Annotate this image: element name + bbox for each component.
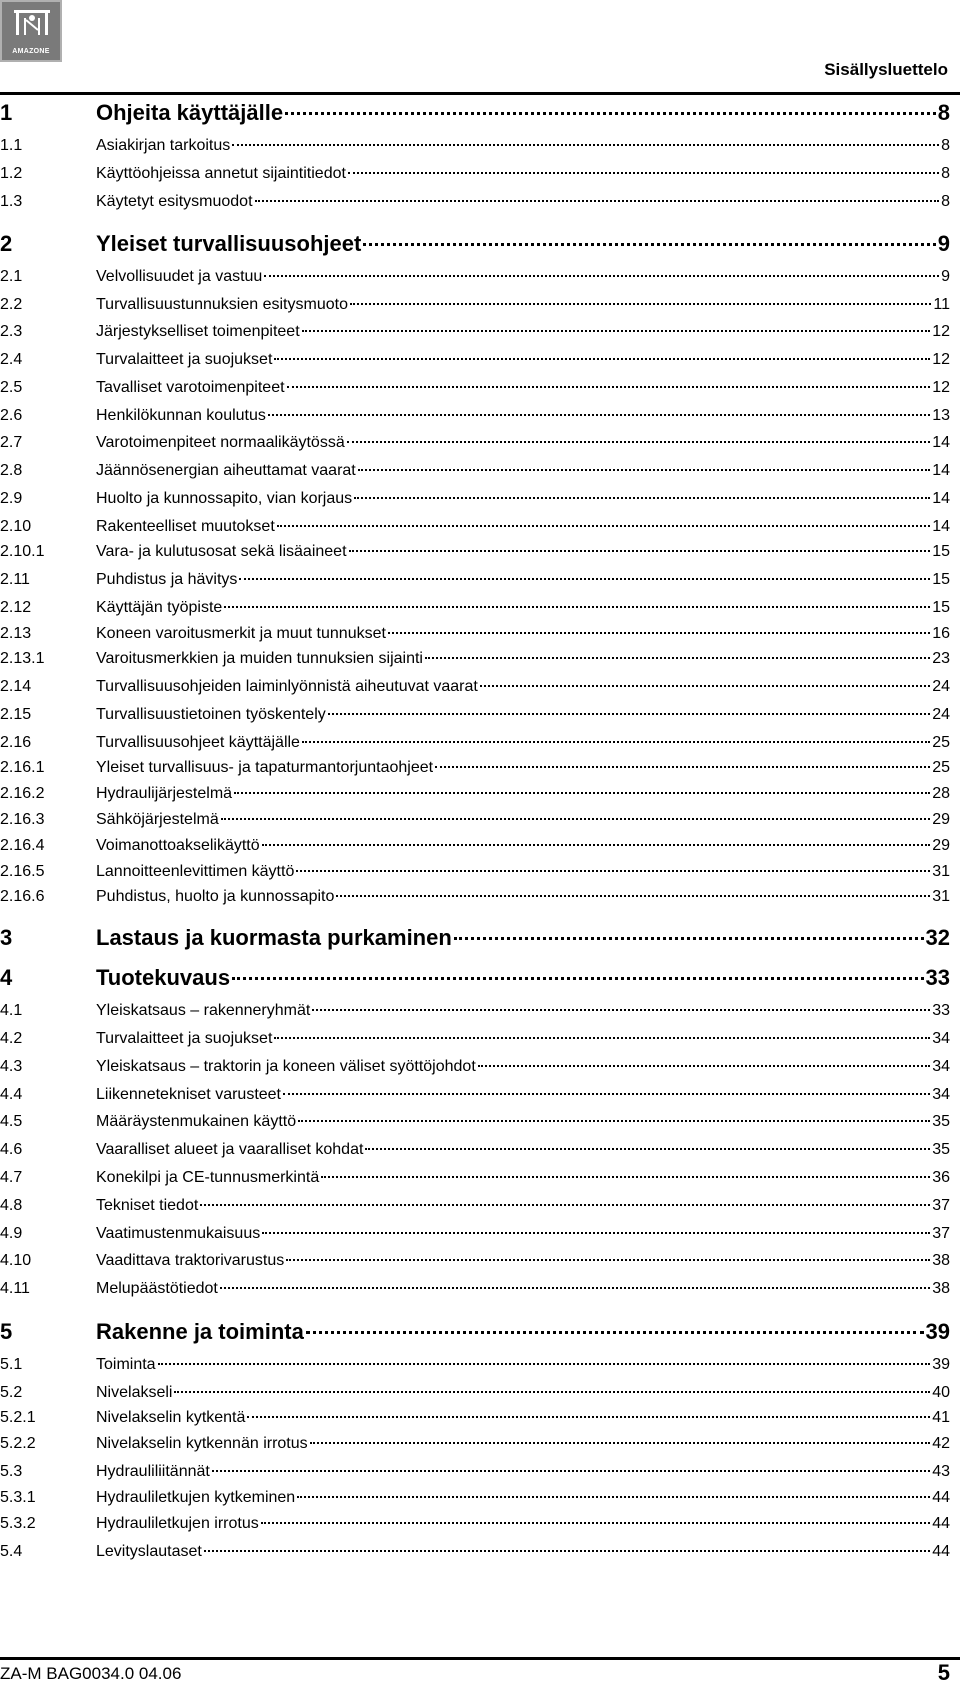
toc-entry-page: 8	[941, 165, 950, 182]
dot-leader	[298, 1120, 930, 1122]
toc-entry-page: 14	[932, 518, 950, 535]
toc-entry-title: Nivelakselin kytkentä	[96, 1409, 246, 1426]
toc-entry-title: Käyttöohjeissa annetut sijaintitiedot	[96, 165, 346, 182]
toc-entry-number: 4.1	[0, 1002, 23, 1019]
toc-entry-title: Hydrauliletkujen kytkeminen	[96, 1489, 296, 1506]
toc-entry-number: 4.3	[0, 1058, 23, 1075]
toc-entry-title: Tekniset tiedot	[96, 1197, 199, 1214]
toc-entry-page: 28	[932, 785, 950, 802]
toc-entry-page: 34	[932, 1030, 950, 1047]
toc-entry-page: 15	[932, 571, 950, 588]
dot-leader	[388, 632, 930, 634]
toc-entry-number: 2.9	[0, 490, 23, 507]
footer-doc-id: ZA-M BAG0034.0 04.06	[0, 1664, 182, 1683]
toc-entry-title: Koneen varoitusmerkit ja muut tunnukset	[96, 625, 386, 642]
dot-leader	[274, 358, 930, 360]
dot-leader	[336, 895, 930, 897]
toc-entry-title: Toiminta	[96, 1356, 156, 1373]
dot-leader	[204, 1550, 930, 1552]
toc-entry-page: 43	[932, 1463, 950, 1480]
dot-leader	[358, 469, 930, 471]
dot-leader	[302, 741, 930, 743]
toc-entry-title: Puhdistus ja hävitys	[96, 571, 238, 588]
dot-leader	[348, 172, 939, 174]
toc-entry-number: 2.16.3	[0, 811, 45, 828]
toc-entry-title: Lannoitteenlevittimen käyttö	[96, 863, 295, 880]
toc-entry-page: 9	[937, 231, 950, 256]
toc-entry-number: 2.11	[0, 571, 30, 588]
toc-entry-page: 12	[932, 351, 950, 368]
toc-entry-page: 12	[932, 379, 950, 396]
toc-entry-number: 2.5	[0, 379, 23, 396]
toc-entry-number: 2.6	[0, 407, 23, 424]
toc-entry-number: 2.1	[0, 268, 23, 285]
toc-entry-page: 14	[932, 462, 950, 479]
toc-entry-number: 2.16	[0, 734, 32, 751]
toc-entry-number: 4.5	[0, 1113, 23, 1130]
dot-leader	[277, 525, 930, 527]
toc-entry-number: 4.11	[0, 1280, 30, 1297]
toc-entry-title: Liikennetekniset varusteet	[96, 1086, 281, 1103]
toc-entry-number: 5	[0, 1319, 13, 1344]
toc-entry-title: Vaadittava traktorivarustus	[96, 1252, 285, 1269]
dot-leader	[478, 1065, 930, 1067]
dot-leader	[349, 550, 931, 552]
toc-entry-page: 34	[932, 1058, 950, 1075]
toc-entry-page: 24	[932, 706, 950, 723]
dot-leader	[283, 1093, 930, 1095]
toc-entry-page: 14	[932, 490, 950, 507]
toc-entry-number: 2.13	[0, 625, 32, 642]
toc-entry-title: Huolto ja kunnossapito, vian korjaus	[96, 490, 353, 507]
toc-entry-number: 5.2	[0, 1384, 23, 1401]
dot-leader	[354, 497, 930, 499]
toc-entry-number: 2.12	[0, 599, 32, 616]
toc-entry-title: Turvallisuusohjeiden laiminlyönnistä aiheutuvat vaarat	[96, 678, 478, 695]
toc-entry-title: Hydraulijärjestelmä	[96, 785, 233, 802]
toc-entry-number: 1.3	[0, 193, 23, 210]
toc-entry-page: 9	[941, 268, 950, 285]
toc-entry-number: 4.9	[0, 1225, 23, 1242]
footer-divider	[0, 1657, 960, 1660]
toc-entry-page: 44	[932, 1543, 950, 1560]
toc-entry-page: 37	[932, 1225, 950, 1242]
toc-entry-number: 4.10	[0, 1252, 32, 1269]
dot-leader	[454, 937, 924, 940]
toc-entry-number: 4.7	[0, 1169, 23, 1186]
toc-entry-page: 31	[932, 863, 950, 880]
toc-entry-number: 2.10	[0, 518, 32, 535]
toc-entry-number: 2.16.1	[0, 759, 45, 776]
toc-entry-number: 3	[0, 925, 13, 950]
toc-entry-page: 41	[932, 1409, 950, 1426]
logo-wordmark: AMAZONE	[12, 48, 50, 55]
toc-entry-title: Yleiskatsaus – rakenneryhmät	[96, 1002, 311, 1019]
toc-entry-title: Hydrauliletkujen irrotus	[96, 1515, 259, 1532]
footer-page-number: 5	[937, 1660, 950, 1685]
toc-entry-title: Yleiskatsaus – traktorin ja koneen väliset syöttöjohdot	[96, 1058, 476, 1075]
toc-entry-title: Rakenne ja toiminta	[96, 1319, 304, 1344]
dot-leader	[287, 386, 931, 388]
toc-entry-page: 38	[932, 1252, 950, 1269]
toc-entry-page: 16	[932, 625, 950, 642]
toc-entry-number: 4	[0, 965, 13, 990]
toc-entry-title: Jäännösenergian aiheuttamat vaarat	[96, 462, 356, 479]
dot-leader	[200, 1204, 930, 1206]
amazone-logo	[0, 0, 62, 62]
toc-entry-number: 1	[0, 100, 13, 125]
toc-entry-number: 2.14	[0, 678, 32, 695]
toc-entry-title: Velvollisuudet ja vastuu	[96, 268, 263, 285]
toc-entry-number: 5.4	[0, 1543, 23, 1560]
toc-entry-number: 2.16.6	[0, 888, 45, 905]
toc-entry-title: Vaaralliset alueet ja vaaralliset kohdat	[96, 1141, 364, 1158]
dot-leader	[274, 1037, 930, 1039]
toc-entry-title: Käytetyt esitysmuodot	[96, 193, 253, 210]
toc-entry-number: 5.1	[0, 1356, 23, 1373]
toc-entry-title: Rakenteelliset muutokset	[96, 518, 275, 535]
toc-entry-page: 15	[932, 599, 950, 616]
toc-entry-title: Puhdistus, huolto ja kunnossapito	[96, 888, 335, 905]
dot-leader	[286, 1259, 930, 1261]
toc-entry-page: 36	[932, 1169, 950, 1186]
dot-leader	[221, 818, 930, 820]
dot-leader	[158, 1363, 931, 1365]
toc-entry-number: 4.8	[0, 1197, 23, 1214]
toc-entry-page: 8	[941, 193, 950, 210]
toc-entry-title: Turvalaitteet ja suojukset	[96, 351, 273, 368]
toc-entry-number: 5.2.2	[0, 1435, 36, 1452]
toc-entry-number: 2.8	[0, 462, 23, 479]
toc-entry-page: 37	[932, 1197, 950, 1214]
dot-leader	[232, 977, 923, 980]
toc-entry-number: 5.2.1	[0, 1409, 36, 1426]
toc-entry-title: Vaatimustenmukaisuus	[96, 1225, 261, 1242]
dot-leader	[261, 1522, 930, 1524]
logo-emblem-icon	[10, 6, 54, 46]
toc-entry-page: 8	[941, 137, 950, 154]
dot-leader	[262, 844, 931, 846]
dot-leader	[234, 792, 930, 794]
toc-entry-title: Lastaus ja kuormasta purkaminen	[96, 925, 452, 950]
toc-entry-title: Melupäästötiedot	[96, 1280, 218, 1297]
toc-entry-title: Hydrauliliitännät	[96, 1463, 210, 1480]
toc-entry-page: 44	[932, 1515, 950, 1532]
toc-entry-page: 15	[932, 543, 950, 560]
toc-entry-title: Varoitusmerkkien ja muiden tunnuksien sijainti	[96, 650, 423, 667]
toc-entry-title: Levityslautaset	[96, 1543, 202, 1560]
toc-entry-page: 42	[932, 1435, 950, 1452]
toc-entry-title: Määräystenmukainen käyttö	[96, 1113, 297, 1130]
toc-entry-title: Käyttäjän työpiste	[96, 599, 223, 616]
dot-leader	[224, 606, 930, 608]
dot-leader	[480, 685, 930, 687]
toc-entry-title: Tuotekuvaus	[96, 965, 231, 990]
toc-entry-page: 33	[925, 965, 950, 990]
toc-entry-number: 2.16.5	[0, 863, 45, 880]
toc-entry-page: 12	[932, 323, 950, 340]
toc-entry-title: Asiakirjan tarkoitus	[96, 137, 231, 154]
toc-entry-title: Varotoimenpiteet normaalikäytössä	[96, 434, 345, 451]
toc-entry-page: 34	[932, 1086, 950, 1103]
toc-entry-title: Voimanottoakselikäyttö	[96, 837, 260, 854]
dot-leader	[302, 330, 931, 332]
toc-entry-number: 2.7	[0, 434, 23, 451]
toc-entry-number: 5.3.1	[0, 1489, 36, 1506]
dot-leader	[312, 1009, 930, 1011]
toc-entry-page: 24	[932, 678, 950, 695]
toc-entry-page: 38	[932, 1280, 950, 1297]
dot-leader	[268, 414, 930, 416]
dot-leader	[350, 303, 931, 305]
dot-leader	[264, 275, 939, 277]
toc-entry-number: 5.3.2	[0, 1515, 36, 1532]
dot-leader	[310, 1442, 931, 1444]
toc-entry-title: Turvallisuustietoinen työskentely	[96, 706, 326, 723]
toc-entry-title: Järjestykselliset toimenpiteet	[96, 323, 300, 340]
toc-entry-page: 39	[925, 1319, 950, 1344]
toc-entry-number: 5.3	[0, 1463, 23, 1480]
dot-leader	[255, 200, 940, 202]
toc-entry-number: 2.3	[0, 323, 23, 340]
toc-entry-page: 25	[932, 734, 950, 751]
dot-leader	[232, 144, 939, 146]
dot-leader	[297, 1496, 930, 1498]
toc-entry-page: 31	[932, 888, 950, 905]
toc-entry-page: 29	[932, 837, 950, 854]
toc-entry-number: 1.2	[0, 165, 23, 182]
dot-leader	[247, 1416, 930, 1418]
toc-entry-title: Turvallisuusohjeet käyttäjälle	[96, 734, 300, 751]
toc-entry-page: 35	[932, 1113, 950, 1130]
toc-entry-title: Henkilökunnan koulutus	[96, 407, 266, 424]
dot-leader	[262, 1232, 930, 1234]
toc-entry-page: 29	[932, 811, 950, 828]
toc-entry-title: Nivelakselin kytkennän irrotus	[96, 1435, 308, 1452]
dot-leader	[306, 1331, 924, 1334]
toc-entry-number: 2	[0, 231, 13, 256]
dot-leader	[239, 578, 930, 580]
toc-entry-page: 32	[925, 925, 950, 950]
toc-entry-title: Yleiset turvallisuus- ja tapaturmantorjuntaohjeet	[96, 759, 434, 776]
toc-entry-page: 40	[932, 1384, 950, 1401]
toc-entry-page: 44	[932, 1489, 950, 1506]
toc-entry-number: 2.13.1	[0, 650, 45, 667]
toc-entry-number: 4.4	[0, 1086, 23, 1103]
toc-entry-page: 11	[933, 296, 950, 313]
dot-leader	[212, 1470, 930, 1472]
toc-entry-title: Ohjeita käyttäjälle	[96, 100, 284, 125]
toc-entry-page: 33	[932, 1002, 950, 1019]
toc-entry-page: 25	[932, 759, 950, 776]
dot-leader	[321, 1176, 930, 1178]
toc-entry-title: Turvalaitteet ja suojukset	[96, 1030, 273, 1047]
toc-entry-number: 2.16.2	[0, 785, 45, 802]
toc-entry-page: 13	[932, 407, 950, 424]
toc-entry-number: 2.4	[0, 351, 23, 368]
dot-leader	[363, 243, 935, 246]
toc-entry-page: 23	[932, 650, 950, 667]
toc-entry-page: 35	[932, 1141, 950, 1158]
dot-leader	[425, 657, 930, 659]
toc-entry-page: 8	[937, 100, 950, 125]
toc-entry-title: Vara- ja kulutusosat sekä lisäaineet	[96, 543, 347, 560]
toc-entry-title: Yleiset turvallisuusohjeet	[96, 231, 362, 256]
dot-leader	[365, 1148, 930, 1150]
toc-entry-number: 2.16.4	[0, 837, 45, 854]
toc-entry-number: 4.2	[0, 1030, 23, 1047]
section-header-title: Sisällysluettelo	[824, 60, 948, 79]
toc-entry-number: 1.1	[0, 137, 23, 154]
dot-leader	[347, 441, 930, 443]
dot-leader	[174, 1391, 930, 1393]
toc-entry-number: 2.2	[0, 296, 23, 313]
toc-entry-page: 14	[932, 434, 950, 451]
dot-leader	[220, 1287, 930, 1289]
toc-entry-number: 2.15	[0, 706, 32, 723]
toc-entry-number: 2.10.1	[0, 543, 45, 560]
toc-entry-title: Turvallisuustunnuksien esitysmuoto	[96, 296, 348, 313]
dot-leader	[435, 766, 930, 768]
toc-entry-number: 4.6	[0, 1141, 23, 1158]
dot-leader	[285, 112, 936, 115]
toc-entry-title: Sähköjärjestelmä	[96, 811, 219, 828]
toc-entry-title: Konekilpi ja CE-tunnusmerkintä	[96, 1169, 320, 1186]
dot-leader	[296, 870, 930, 872]
dot-leader	[328, 713, 930, 715]
toc-entry-title: Tavalliset varotoimenpiteet	[96, 379, 285, 396]
toc-entry-page: 39	[932, 1356, 950, 1373]
toc-entry-title: Nivelakseli	[96, 1384, 173, 1401]
header-divider	[0, 92, 960, 95]
